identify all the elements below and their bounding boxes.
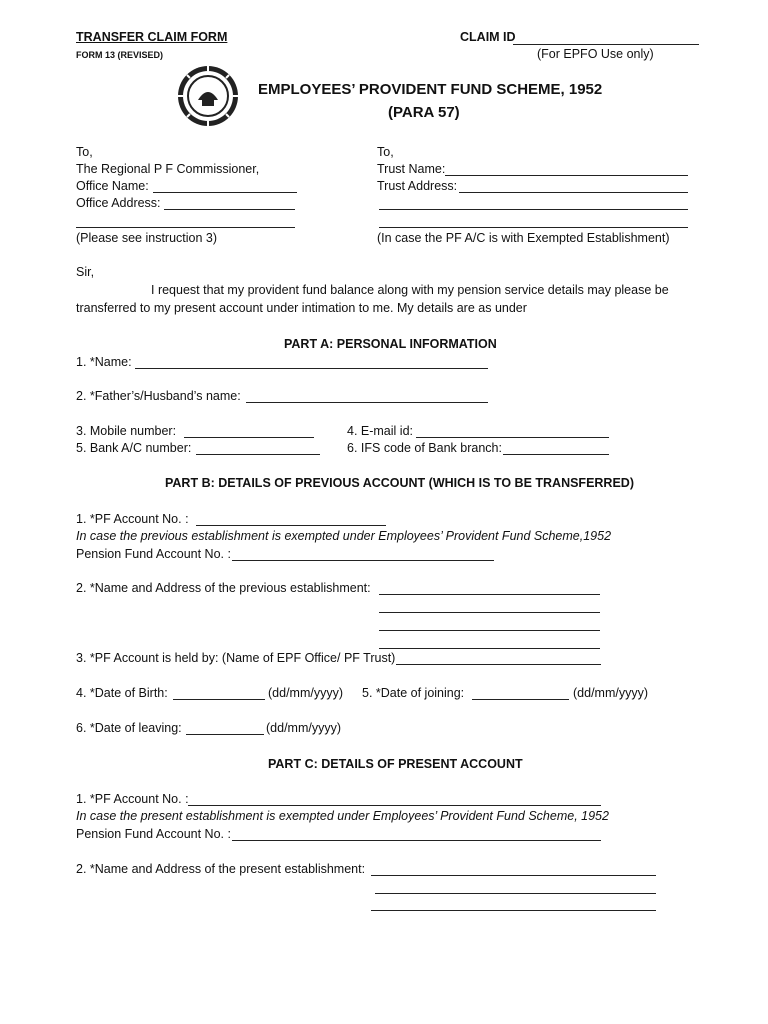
office-name-field[interactable] (153, 192, 297, 193)
scheme-title: EMPLOYEES’ PROVIDENT FUND SCHEME, 1952 (258, 81, 603, 98)
present-establishment-field-1[interactable] (371, 875, 656, 876)
dob-field[interactable] (173, 699, 265, 700)
present-pension-label: Pension Fund Account No. : (76, 827, 231, 841)
dob-label: 4. *Date of Birth: (76, 686, 168, 700)
claim-id-label: CLAIM ID (460, 30, 516, 44)
present-exempt-note: In case the present establishment is exempted under Employees’ Provident Fund Scheme, 1952 (76, 809, 609, 823)
prev-pf-account-field[interactable] (196, 525, 386, 526)
held-by-field[interactable] (396, 664, 601, 665)
doj-format: (dd/mm/yyyy) (573, 686, 648, 700)
trust-address-field[interactable] (459, 192, 688, 193)
office-address-field-2[interactable] (76, 227, 295, 228)
part-a-heading: PART A: PERSONAL INFORMATION (284, 337, 497, 351)
trust-address-field-3[interactable] (379, 227, 688, 228)
present-pf-account-label: 1. *PF Account No. : (76, 792, 189, 806)
epfo-logo-icon (176, 64, 240, 128)
prev-establishment-field-4[interactable] (379, 648, 600, 649)
prev-pf-account-label: 1. *PF Account No. : (76, 512, 189, 526)
office-address-field[interactable] (164, 209, 295, 210)
present-establishment-label: 2. *Name and Address of the present establishment: (76, 862, 366, 876)
para-number: (PARA 57) (388, 104, 460, 121)
doj-label: 5. *Date of joining: (362, 686, 465, 700)
bank-account-field[interactable] (196, 454, 320, 455)
present-establishment-field-2[interactable] (375, 893, 656, 894)
prev-pension-field[interactable] (232, 560, 494, 561)
dol-format: (dd/mm/yyyy) (266, 721, 341, 735)
trust-address-field-2[interactable] (379, 209, 688, 210)
prev-establishment-field-2[interactable] (379, 612, 600, 613)
office-address-label: Office Address: (76, 196, 161, 210)
trust-address-label: Trust Address: (377, 179, 458, 193)
trust-name-field[interactable] (445, 175, 688, 176)
prev-establishment-label: 2. *Name and Address of the previous establishment: (76, 581, 371, 595)
left-note: (Please see instruction 3) (76, 231, 218, 245)
form-number: FORM 13 (REVISED) (76, 50, 164, 60)
ifs-code-field[interactable] (503, 454, 609, 455)
bank-account-label: 5. Bank A/C number: (76, 441, 192, 455)
part-b-heading: PART B: DETAILS OF PREVIOUS ACCOUNT (WHICH IS TO BE TRANSFERRED) (165, 476, 634, 490)
held-by-label: 3. *PF Account is held by: (Name of EPF Office/ PF Trust) (76, 651, 396, 665)
present-pf-account-field[interactable] (188, 805, 601, 806)
mobile-field[interactable] (184, 437, 314, 438)
prev-establishment-field-1[interactable] (379, 594, 600, 595)
letter-line-1: I request that my provident fund balance along with my pension service details may please be (151, 283, 669, 297)
trust-name-label: Trust Name: (377, 162, 446, 176)
email-field[interactable] (416, 437, 609, 438)
father-name-field[interactable] (246, 402, 488, 403)
office-name-label: Office Name: (76, 179, 149, 193)
email-label: 4. E-mail id: (347, 424, 413, 438)
dol-label: 6. *Date of leaving: (76, 721, 182, 735)
mobile-label: 3. Mobile number: (76, 424, 177, 438)
claim-id-note: (For EPFO Use only) (537, 47, 654, 61)
left-recipient: The Regional P F Commissioner, (76, 162, 260, 176)
part-c-heading: PART C: DETAILS OF PRESENT ACCOUNT (268, 757, 523, 771)
salutation: Sir, (76, 265, 95, 279)
right-to: To, (377, 145, 394, 159)
prev-establishment-field-3[interactable] (379, 630, 600, 631)
dol-field[interactable] (186, 734, 264, 735)
prev-exempt-note: In case the previous establishment is exempted under Employees’ Provident Fund Scheme,1952 (76, 529, 612, 543)
name-label: 1. *Name: (76, 355, 132, 369)
present-establishment-field-3[interactable] (371, 910, 656, 911)
form-title: TRANSFER CLAIM FORM (76, 30, 228, 44)
claim-id-field[interactable] (513, 44, 699, 45)
right-note: (In case the PF A/C is with Exempted Establishment) (377, 231, 670, 245)
letter-line-2: transferred to my present account under intimation to me. My details are as under (76, 301, 527, 315)
father-name-label: 2. *Father’s/Husband’s name: (76, 389, 241, 403)
present-pension-field[interactable] (232, 840, 601, 841)
prev-pension-label: Pension Fund Account No. : (76, 547, 231, 561)
left-to: To, (76, 145, 93, 159)
doj-field[interactable] (472, 699, 569, 700)
ifs-code-label: 6. IFS code of Bank branch: (347, 441, 502, 455)
name-field[interactable] (135, 368, 488, 369)
dob-format: (dd/mm/yyyy) (268, 686, 343, 700)
